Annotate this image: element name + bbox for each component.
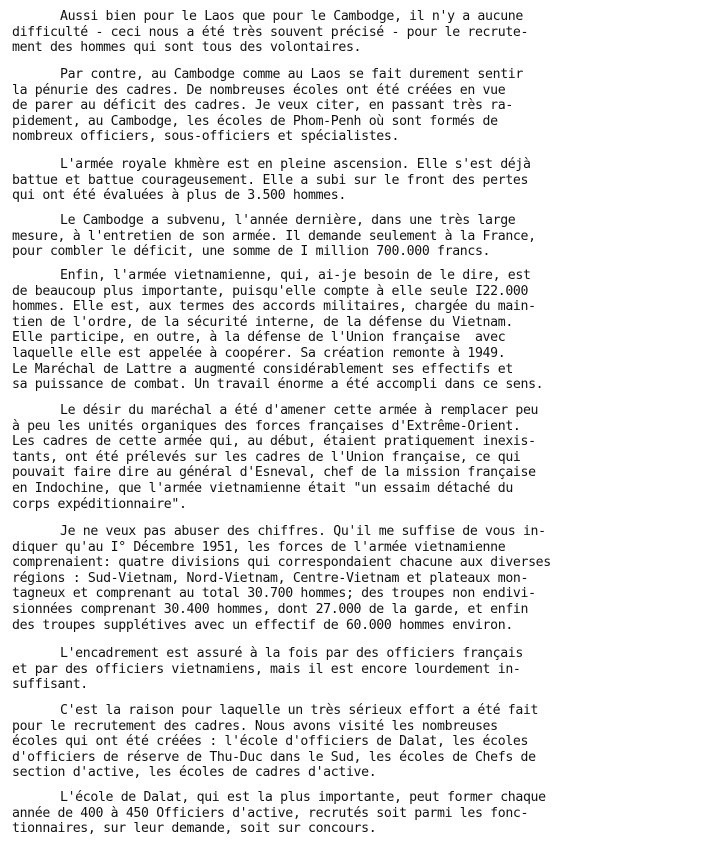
text-line: Je ne veux pas abuser des chiffres. Qu'il me suffise de vous in- — [60, 524, 546, 539]
text-line: de beaucoup plus importante, puisqu'elle compte à elle seule I22.000 — [12, 283, 529, 299]
paragraph-penurie-cadres — [12, 67, 702, 145]
text-line: en Indochine, que l'armée vietnamienne était "un essaim détaché du — [12, 480, 513, 496]
text-line: sionnées comprenant 30.400 hommes, dont 27.000 de la garde, et enfin — [12, 601, 529, 617]
text-line: Enfin, l'armée vietnamienne, qui, ai-je besoin de le dire, est — [60, 268, 531, 283]
text-line: de parer au déficit des cadres. Je veux citer, en passant très ra- — [12, 98, 513, 114]
text-line: Les cadres de cette armée qui, au début, étaient pratiquement inexis- — [12, 434, 536, 450]
text-line: L'école de Dalat, qui est la plus importante, peut former chaque — [60, 790, 546, 805]
paragraph-cambodge-financement — [12, 213, 702, 260]
text-line: écoles qui ont été créées : l'école d'officiers de Dalat, les écoles — [12, 734, 529, 750]
text-line: Le Maréchal de Lattre a augmenté considérablement ses effectifs et — [12, 361, 513, 377]
text-line: tants, ont été prélevés sur les cadres de l'Union française, ce qui — [12, 449, 521, 465]
text-line: pidement, au Cambodge, les écoles de Phom-Penh où sont formés de — [12, 113, 498, 129]
text-line: difficulté - ceci nous a été très souvent précisé - pour le recrute- — [12, 24, 529, 40]
text-line: année de 400 à 450 Officiers d'active, recrutés soit parmi les fonc- — [12, 805, 529, 821]
text-line: ment des hommes qui sont tous des volontaires. — [12, 40, 362, 56]
text-line: battue et battue courageusement. Elle a subi sur le front des pertes — [12, 172, 529, 188]
text-line: nombreux officiers, sous-officiers et spécialistes. — [12, 129, 400, 145]
text-line: Aussi bien pour le Laos que pour le Cambodge, il n'y a aucune — [60, 9, 523, 24]
text-line: d'officiers de réserve de Thu-Duc dans le Sud, les écoles de Chefs de — [12, 749, 536, 765]
text-line: et par des officiers vietnamiens, mais il est encore lourdement in- — [12, 661, 521, 677]
text-line: Le désir du maréchal a été d'amener cette armée à remplacer peu — [60, 403, 539, 418]
text-line: section d'active, les écoles de cadres d'active. — [12, 765, 377, 781]
text-line: la pénurie des cadres. De nombreuses écoles ont été créées en vue — [12, 82, 506, 98]
paragraph-desir-marechal — [12, 403, 702, 512]
text-line: tien de l'ordre, de la sécurité interne, de la défense du Vietnam. — [12, 314, 513, 330]
text-line: Le Cambodge a subvenu, l'année dernière, dans une très large — [60, 213, 516, 228]
text-line: régions : Sud-Vietnam, Nord-Vietnam, Centre-Vietnam et plateaux mon- — [12, 570, 529, 586]
text-line: pour le recrutement des cadres. Nous avons visité les nombreuses — [12, 718, 498, 734]
text-line: suffisant. — [12, 677, 88, 693]
paragraph-armee-khmere — [12, 157, 702, 204]
text-line: tionnaires, sur leur demande, soit sur concours. — [12, 821, 377, 837]
text-line: mesure, à l'entretien de son armée. Il demande seulement à la France, — [12, 228, 536, 244]
paragraph-laos-cambodge-recruitment — [12, 9, 702, 56]
text-line: qui ont été évaluées à plus de 3.500 hommes. — [12, 188, 346, 204]
paragraph-encadrement — [12, 646, 702, 693]
paragraph-chiffres-forces — [12, 524, 702, 633]
text-line: corps expéditionnaire". — [12, 496, 187, 512]
text-line: à peu les unités organiques des forces françaises d'Extrême-Orient. — [12, 418, 521, 434]
text-line: comprenaient: quatre divisions qui correspondaient chacune aux diverses — [12, 555, 551, 571]
text-line: sa puissance de combat. Un travail énorme a été accompli dans ce sens. — [12, 377, 544, 393]
paragraph-ecole-dalat — [12, 790, 702, 837]
text-line: des troupes supplétives avec un effectif de 60.000 hommes environ. — [12, 617, 513, 633]
text-line: laquelle elle est appelée à coopérer. Sa création remonte à 1949. — [12, 345, 506, 361]
paragraph-armee-vietnamienne — [12, 268, 702, 393]
paragraph-recrutement-cadres — [12, 703, 702, 781]
text-line: L'armée royale khmère est en pleine ascension. Elle s'est déjà — [60, 157, 531, 172]
text-line: hommes. Elle est, aux termes des accords militaires, chargée du main- — [12, 299, 536, 315]
text-line: tagneux et comprenant au total 30.700 hommes; des troupes non endivi- — [12, 586, 536, 602]
text-line: L'encadrement est assuré à la fois par des officiers français — [60, 646, 523, 661]
text-line: Par contre, au Cambodge comme au Laos se fait durement sentir — [60, 67, 523, 82]
text-line: Elle participe, en outre, à la défense de l'Union française avec — [12, 330, 506, 346]
text-line: pour combler le déficit, une somme de I million 700.000 francs. — [12, 244, 491, 260]
text-line: diquer qu'au I° Décembre 1951, les forces de l'armée vietnamienne — [12, 539, 506, 555]
text-line: C'est la raison pour laquelle un très sérieux effort a été fait — [60, 703, 539, 718]
text-line: pouvait faire dire au général d'Esneval, chef de la mission française — [12, 465, 536, 481]
